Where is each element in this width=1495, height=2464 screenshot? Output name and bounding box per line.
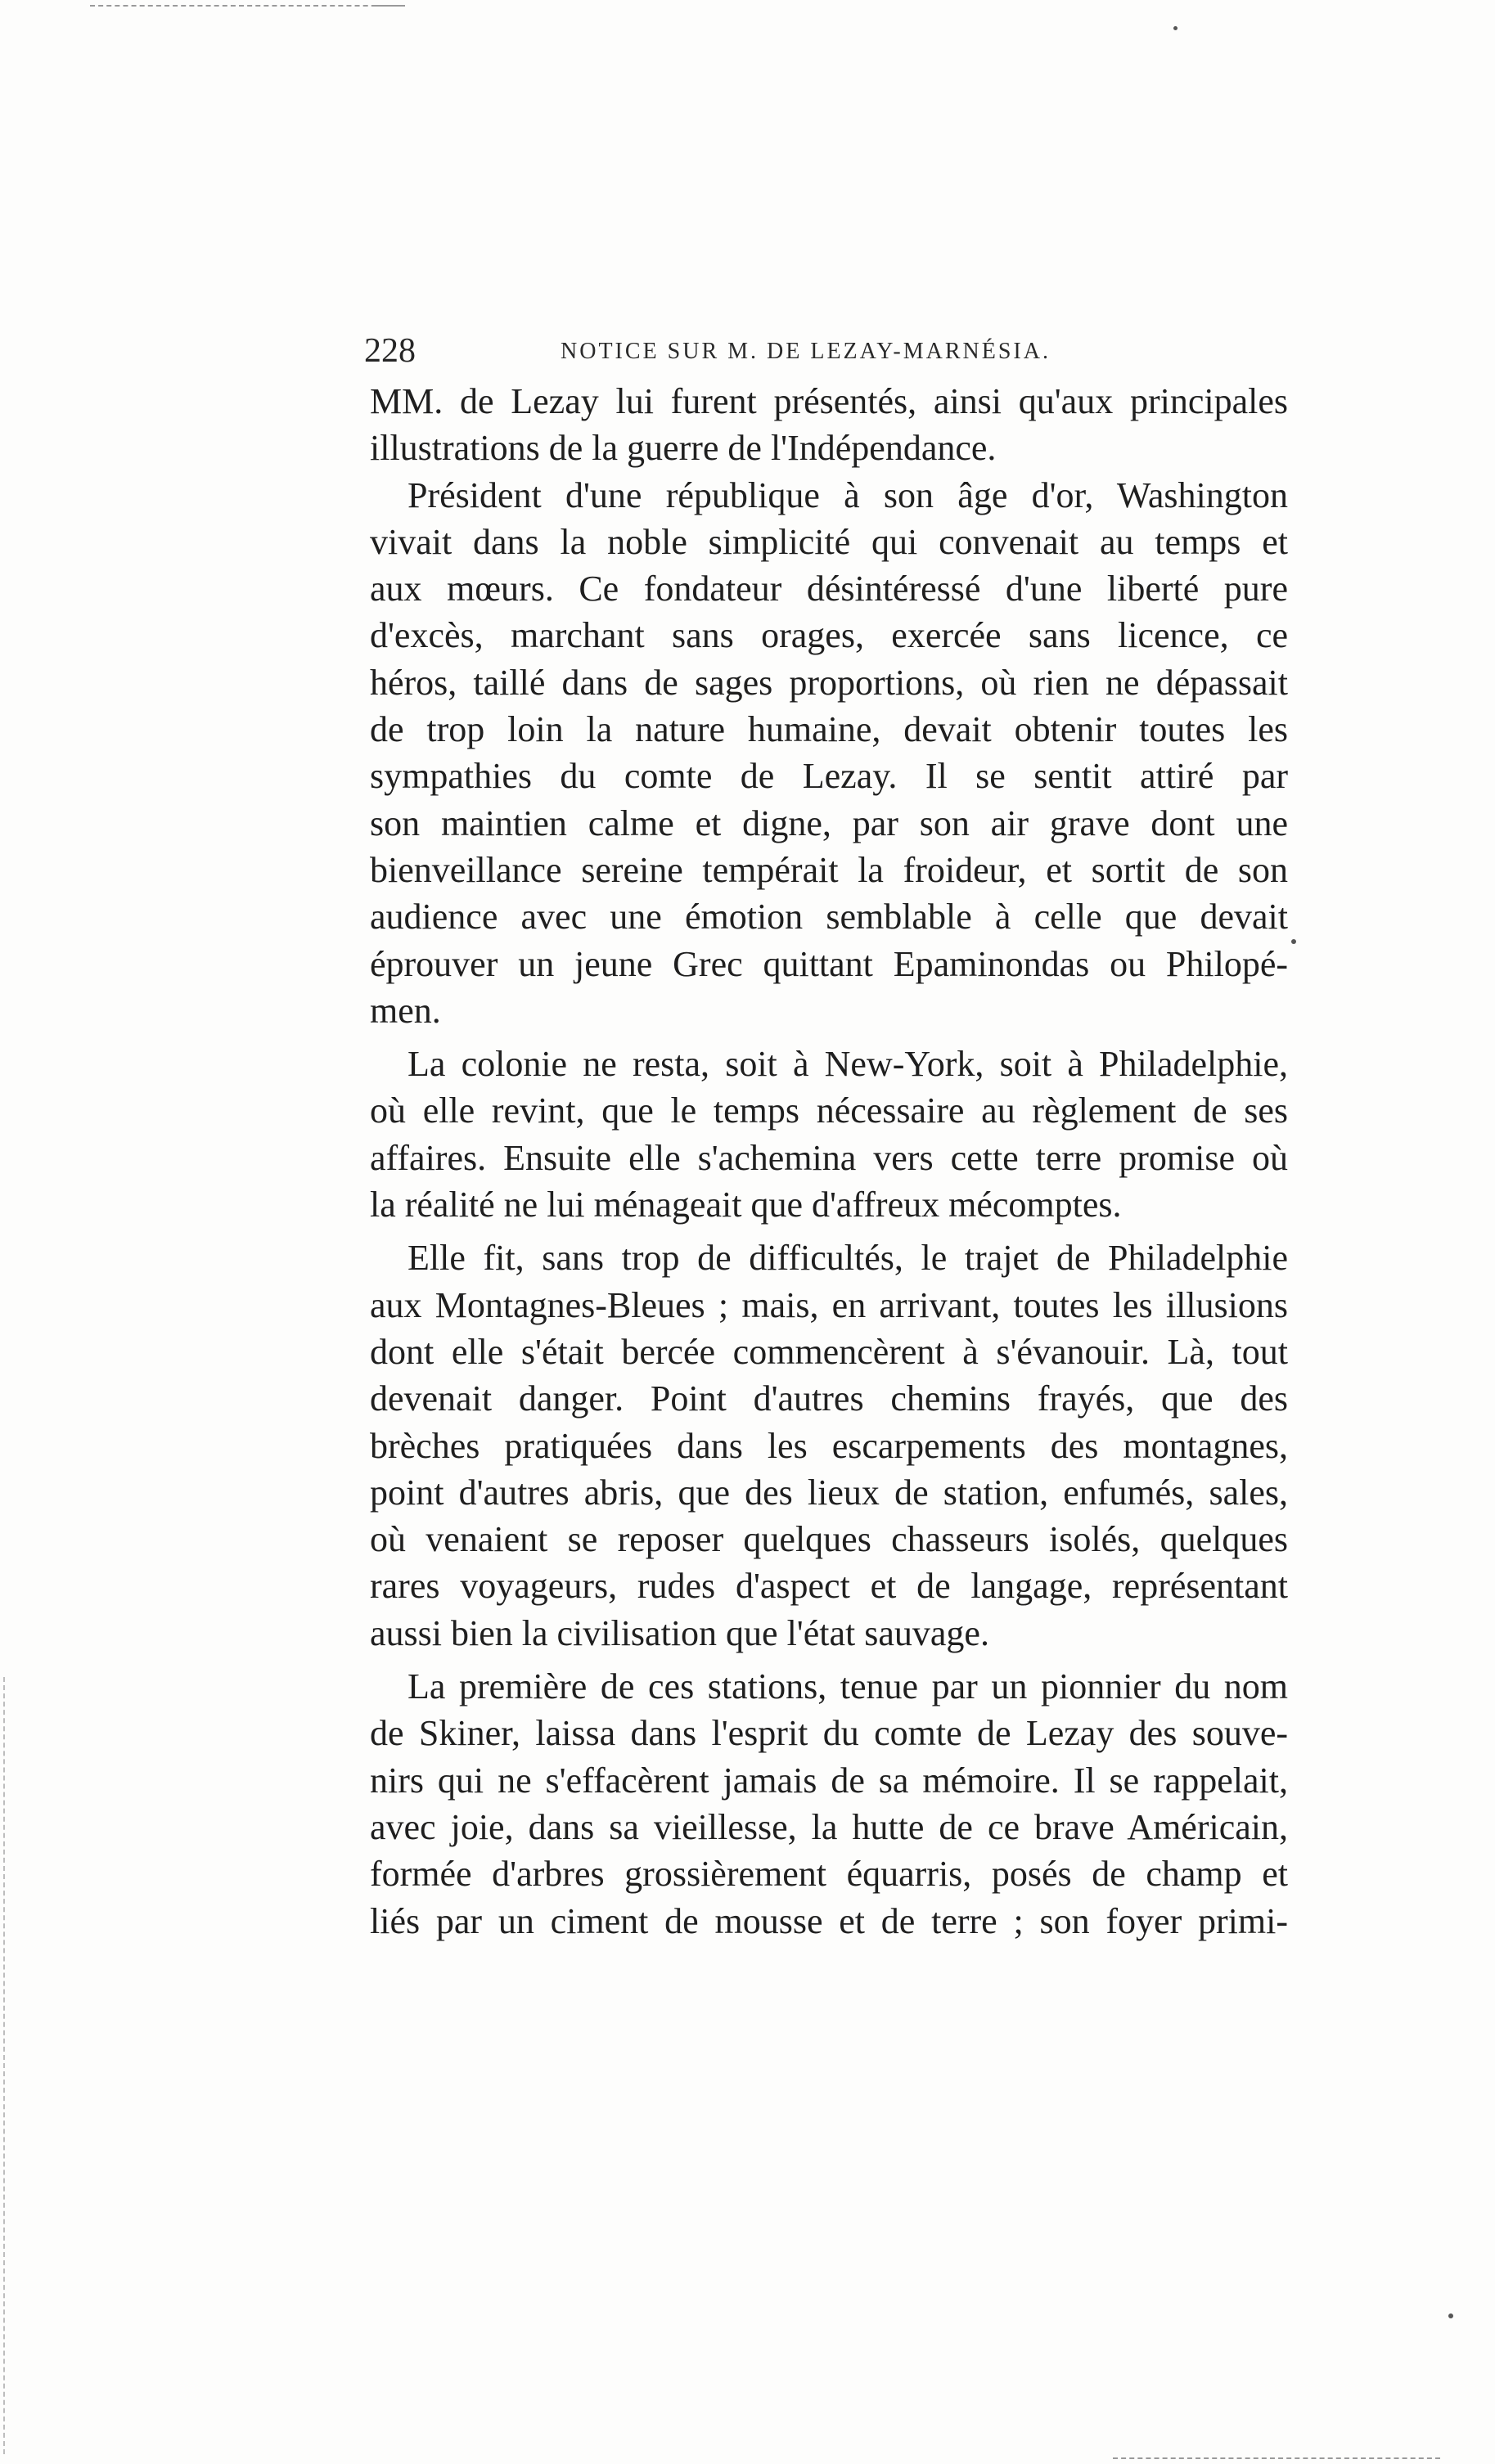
text-line: formée d'arbres grossièrement équarris, posés de champ et (370, 1854, 1288, 1895)
text-line: bienveillance sereine tempérait la froideur, et sortit de son (370, 849, 1288, 890)
text-line: sympathies du comte de Lezay. Il se sentit attiré par (370, 756, 1288, 797)
paragraph (370, 472, 1288, 1035)
text-line: La première de ces stations, tenue par un pionnier du nom (408, 1666, 1288, 1707)
scan-edge-rule (372, 5, 405, 7)
text-line: La colonie ne resta, soit à New-York, soit à Philadelphie, (408, 1044, 1288, 1085)
text-line: devenait danger. Point d'autres chemins frayés, que des (370, 1378, 1288, 1419)
text-line: avec joie, dans sa vieillesse, la hutte de ce brave Américain, (370, 1806, 1288, 1847)
text-line: héros, taillé dans de sages proportions, où rien ne dépassait (370, 662, 1288, 703)
text-line: Elle fit, sans trop de difficultés, le trajet de Philadelphie (408, 1238, 1288, 1279)
text-line: d'excès, marchant sans orages, exercée sans licence, ce (370, 615, 1288, 656)
text-line: point d'autres abris, que des lieux de station, enfumés, sales, (370, 1472, 1288, 1513)
ink-speck (1173, 26, 1178, 30)
paragraph (370, 378, 1288, 472)
binding-edge-marks (3, 1677, 10, 2454)
text-line: aussi bien la civilisation que l'état sauvage. (370, 1612, 989, 1653)
scan-edge-rule (1113, 2457, 1440, 2459)
scan-edge-rule (90, 5, 393, 7)
text-line: liés par un ciment de mousse et de terre ; son foyer primi- (370, 1900, 1288, 1941)
text-line: men. (370, 990, 441, 1031)
text-line: la réalité ne lui ménageait que d'affreux mécomptes. (370, 1185, 1122, 1225)
text-line: dont elle s'était bercée commencèrent à s'évanouir. Là, tout (370, 1331, 1288, 1372)
ink-speck (1291, 939, 1296, 944)
page-number: 228 (364, 332, 416, 370)
text-line: aux Montagnes-Bleues ; mais, en arrivant, toutes les illusions (370, 1284, 1288, 1325)
text-line: illustrations de la guerre de l'Indépendance. (370, 428, 997, 469)
page-header (364, 330, 1289, 371)
text-line: vivait dans la noble simplicité qui convenait au temps et (370, 521, 1288, 562)
ink-speck (1448, 2313, 1453, 2318)
paragraph-gap (370, 1657, 1288, 1663)
text-line: brèches pratiquées dans les escarpements des montagnes, (370, 1425, 1288, 1466)
body-text (370, 378, 1288, 1945)
text-line: où elle revint, que le temps nécessaire au règlement de ses (370, 1090, 1288, 1131)
paragraph (370, 1041, 1288, 1228)
text-line: rares voyageurs, rudes d'aspect et de langage, représentant (370, 1566, 1288, 1607)
text-line: affaires. Ensuite elle s'achemina vers cette terre promise où (370, 1137, 1288, 1178)
paragraph-gap (370, 1034, 1288, 1041)
text-line: de Skiner, laissa dans l'esprit du comte de Lezay des souve- (370, 1713, 1288, 1754)
paragraph (370, 1663, 1288, 1945)
text-line: audience avec une émotion semblable à celle que devait (370, 897, 1288, 937)
paragraph-gap (370, 1228, 1288, 1234)
running-head: NOTICE SUR M. DE LEZAY-MARNÉSIA. (561, 339, 1051, 364)
paragraph (370, 1234, 1288, 1657)
text-line: Président d'une république à son âge d'or, Washington (408, 474, 1288, 515)
text-line: où venaient se reposer quelques chasseurs isolés, quelques (370, 1519, 1288, 1560)
text-line: MM. de Lezay lui furent présentés, ainsi qu'aux principales (370, 381, 1288, 421)
text-line: de trop loin la nature humaine, devait obtenir toutes les (370, 709, 1288, 750)
text-line: nirs qui ne s'effacèrent jamais de sa mémoire. Il se rappelait, (370, 1760, 1288, 1801)
text-line: son maintien calme et digne, par son air grave dont une (370, 803, 1288, 843)
text-line: aux mœurs. Ce fondateur désintéressé d'une liberté pure (370, 569, 1288, 609)
text-line: éprouver un jeune Grec quittant Epaminondas ou Philopé- (370, 943, 1288, 984)
